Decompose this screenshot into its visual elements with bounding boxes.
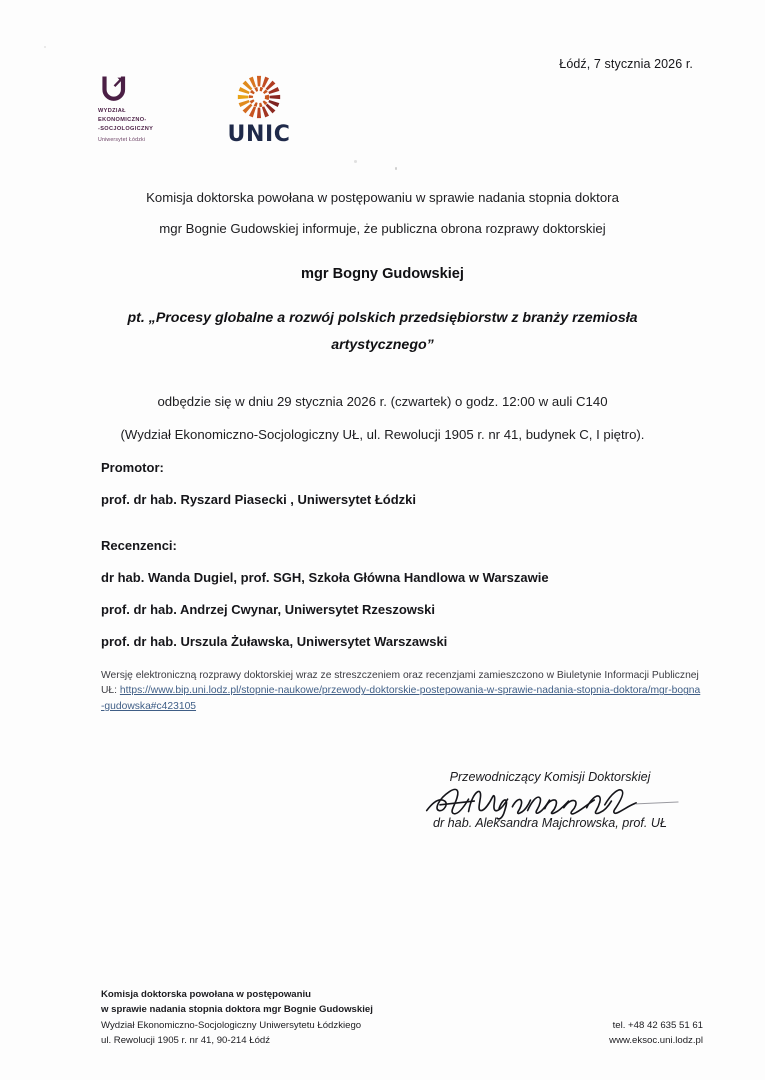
reviewer-item: prof. dr hab. Andrzej Cwynar, Uniwersytet Rzeszowski xyxy=(101,602,435,617)
faculty-name-line2: EKONOMICZNO- xyxy=(98,117,147,124)
footer-line-2: w sprawie nadania stopnia doktora mgr Bognie Gudowskiej xyxy=(101,1004,373,1016)
footer-website[interactable]: www.eksoc.uni.lodz.pl xyxy=(609,1034,703,1046)
footer-line-1: Komisja doktorska powołana w postępowaniu xyxy=(101,989,312,1001)
reviewer-item: prof. dr hab. Urszula Żuławska, Uniwersytet Warszawski xyxy=(101,634,448,649)
reviewer-item: dr hab. Wanda Dugiel, prof. SGH, Szkoła Główna Handlowa w Warszawie xyxy=(101,570,549,585)
unic-wordmark: UNIC xyxy=(227,122,291,147)
intro-line-2: mgr Bognie Gudowskiej informuje, że publiczna obrona rozprawy doktorskiej xyxy=(159,221,606,236)
footer-right xyxy=(609,1018,703,1048)
unic-sunburst-icon xyxy=(233,74,285,120)
supervisor-label: Promotor: xyxy=(101,460,164,475)
scan-artifact xyxy=(395,167,397,170)
intro-block xyxy=(0,182,765,244)
supervisor-section xyxy=(101,460,695,507)
unic-logo xyxy=(226,74,292,147)
reviewers-label: Recenzenci: xyxy=(101,538,177,553)
faculty-name-line1: WYDZIAŁ xyxy=(98,108,126,114)
thesis-title: pt. „Procesy globalne a rozwój polskich przedsiębiorstw z branży rzemiosła artystycznego” xyxy=(127,310,638,353)
supervisor-item: prof. dr hab. Ryszard Piasecki , Uniwersytet Łódzki xyxy=(101,492,416,507)
date-line: Łódź, 7 stycznia 2026 r. xyxy=(559,57,693,71)
scan-artifact xyxy=(354,160,357,163)
defense-details xyxy=(0,385,765,451)
intro-line-1: Komisja doktorska powołana w postępowaniu w sprawie nadania stopnia doktora xyxy=(146,190,619,205)
note-text: Wersję elektroniczną rozprawy doktorskiej wraz ze streszczeniem oraz recenzjami zamieszczono w Biuletynie Informacji Publicznej UŁ: xyxy=(101,670,699,697)
candidate-name: mgr Bogny Gudowskiej xyxy=(301,266,464,282)
bip-link[interactable]: https://www.bip.uni.lodz.pl/stopnie-naukowe/przewody-doktorskie-postepowania-w-sprawie-nadania-stopnia-doktora/mgr-bogna-gudowska#c423105 xyxy=(101,685,701,712)
signature-block xyxy=(400,770,700,830)
ul-monogram-icon xyxy=(100,74,130,102)
defense-location-line: (Wydział Ekonomiczno-Socjologiczny UŁ, ul. Rewolucji 1905 r. nr 41, budynek C, I piętro). xyxy=(120,427,645,442)
footer-phone: tel. +48 42 635 51 61 xyxy=(612,1019,703,1031)
scan-artifact xyxy=(44,46,46,48)
page-footer xyxy=(101,987,703,1048)
announcement-body xyxy=(0,182,765,451)
university-lodz-faculty-logo xyxy=(98,74,184,145)
footer-left xyxy=(101,987,373,1048)
logo-row xyxy=(98,74,292,147)
footer-line-3: Wydział Ekonomiczno-Socjologiczny Uniwersytetu Łódzkiego xyxy=(101,1019,362,1031)
reviewers-section xyxy=(101,538,695,649)
signature-role: Przewodniczący Komisji Doktorskiej xyxy=(449,770,651,784)
faculty-university-subtitle: Uniwersytet Łódzki xyxy=(98,137,146,144)
faculty-name-line3: -SOCJOLOGICZNY xyxy=(98,126,154,133)
defense-datetime-line: odbędzie się w dniu 29 stycznia 2026 r. (czwartek) o godz. 12:00 w auli C140 xyxy=(157,394,608,409)
electronic-version-note xyxy=(101,668,703,714)
signature-name: dr hab. Aleksandra Majchrowska, prof. UŁ xyxy=(432,816,668,830)
faculty-name-block xyxy=(98,107,184,145)
footer-line-4: ul. Rewolucji 1905 r. nr 41, 90-214 Łódź xyxy=(101,1034,271,1046)
